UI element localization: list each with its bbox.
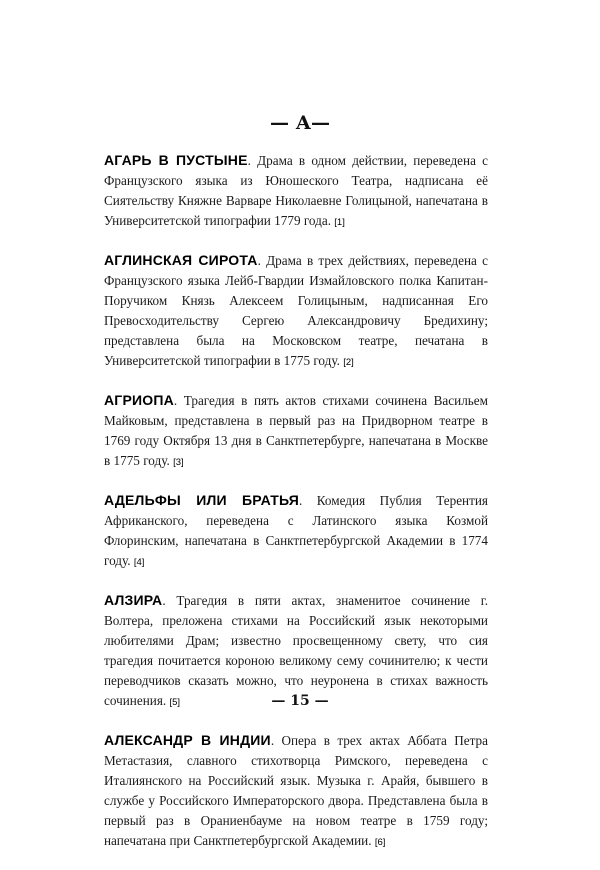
entry	[104, 490, 488, 573]
entry-text: . Трагедия в пяти актах, знаменитое сочинение г. Волтера, преложена стихами на Российский язык некоторыми любителями Драм; известно просвещенному свету, что сия трагедия почитается короною великому сему сочинителю; к чести переводчиков сказать можно, что неуронена в стихах важность сочинения.	[104, 593, 488, 708]
page-number: — 15 —	[271, 693, 329, 709]
entry-title: АЛЕКСАНДР В ИНДИИ	[104, 732, 271, 748]
footnote-ref[interactable]: [4]	[133, 557, 145, 568]
entry-text: . Комедия Публия Терентия Африканского, переведена с Латинского языка Козмой Флоринским, напечатана в Санктпетербургской Академии в 1774 году.	[104, 493, 488, 568]
section-heading: — А—	[269, 112, 331, 134]
entry-text: . Опера в трех актах Аббата Петра Метастазия, славного стихотворца Римского, переведена с Италиянского на Российский язык. Музыка г. Арайя, бывшего в службе у Российского Императорского двора. Представлена была в первый раз в Ораниенбауме на новом театре в 1759 году; напечатана при Санктпетербургской Академии.	[104, 733, 488, 848]
footnote-ref[interactable]: [2]	[343, 357, 354, 368]
entry	[104, 150, 488, 233]
footnote-ref[interactable]: [5]	[169, 697, 181, 708]
entry	[104, 390, 488, 473]
entry	[104, 730, 488, 853]
entry-text: . Драма в трех действиях, переведена с Французского языка Лейб-Гвардии Измайловского полка Капитан-Поручиком Князь Алексеем Голицыным, надписанная Его Превосходительству Сергею Александровичу Бредихину; представлена была на Московском театре, печатана в Университетской типографии в 1775 году.	[104, 253, 489, 368]
footnote-ref[interactable]: [3]	[173, 457, 184, 468]
entry-title: АДЕЛЬФЫ ИЛИ БРАТЬЯ	[104, 492, 299, 508]
entry-title: АГЛИНСКАЯ СИРОТА	[104, 252, 258, 268]
entry-title: АГРИОПА	[104, 392, 174, 408]
footnote-ref[interactable]: [1]	[334, 217, 345, 228]
entry-list	[104, 150, 488, 870]
entry-title: АГАРЬ В ПУСТЫНЕ	[104, 152, 248, 168]
entry-text: . Трагедия в пять актов стихами сочинена Васильем Майковым, представлена в первый раз на Придворном театре в 1769 году Октября 13 дня в Санктпетербурге, напечатана в Москве в 1775 году.	[104, 393, 488, 468]
entry-text: . Драма в одном действии, переведена с Французского языка из Юношеского Театра, надписана её Сиятельству Княжне Варваре Николаевне Голицыной, напечатана в Университетской типографии 1779 года.	[104, 153, 488, 228]
entry-title: АЛЗИРА	[104, 592, 163, 608]
footnote-ref[interactable]: [6]	[374, 837, 386, 848]
entry	[104, 250, 488, 373]
